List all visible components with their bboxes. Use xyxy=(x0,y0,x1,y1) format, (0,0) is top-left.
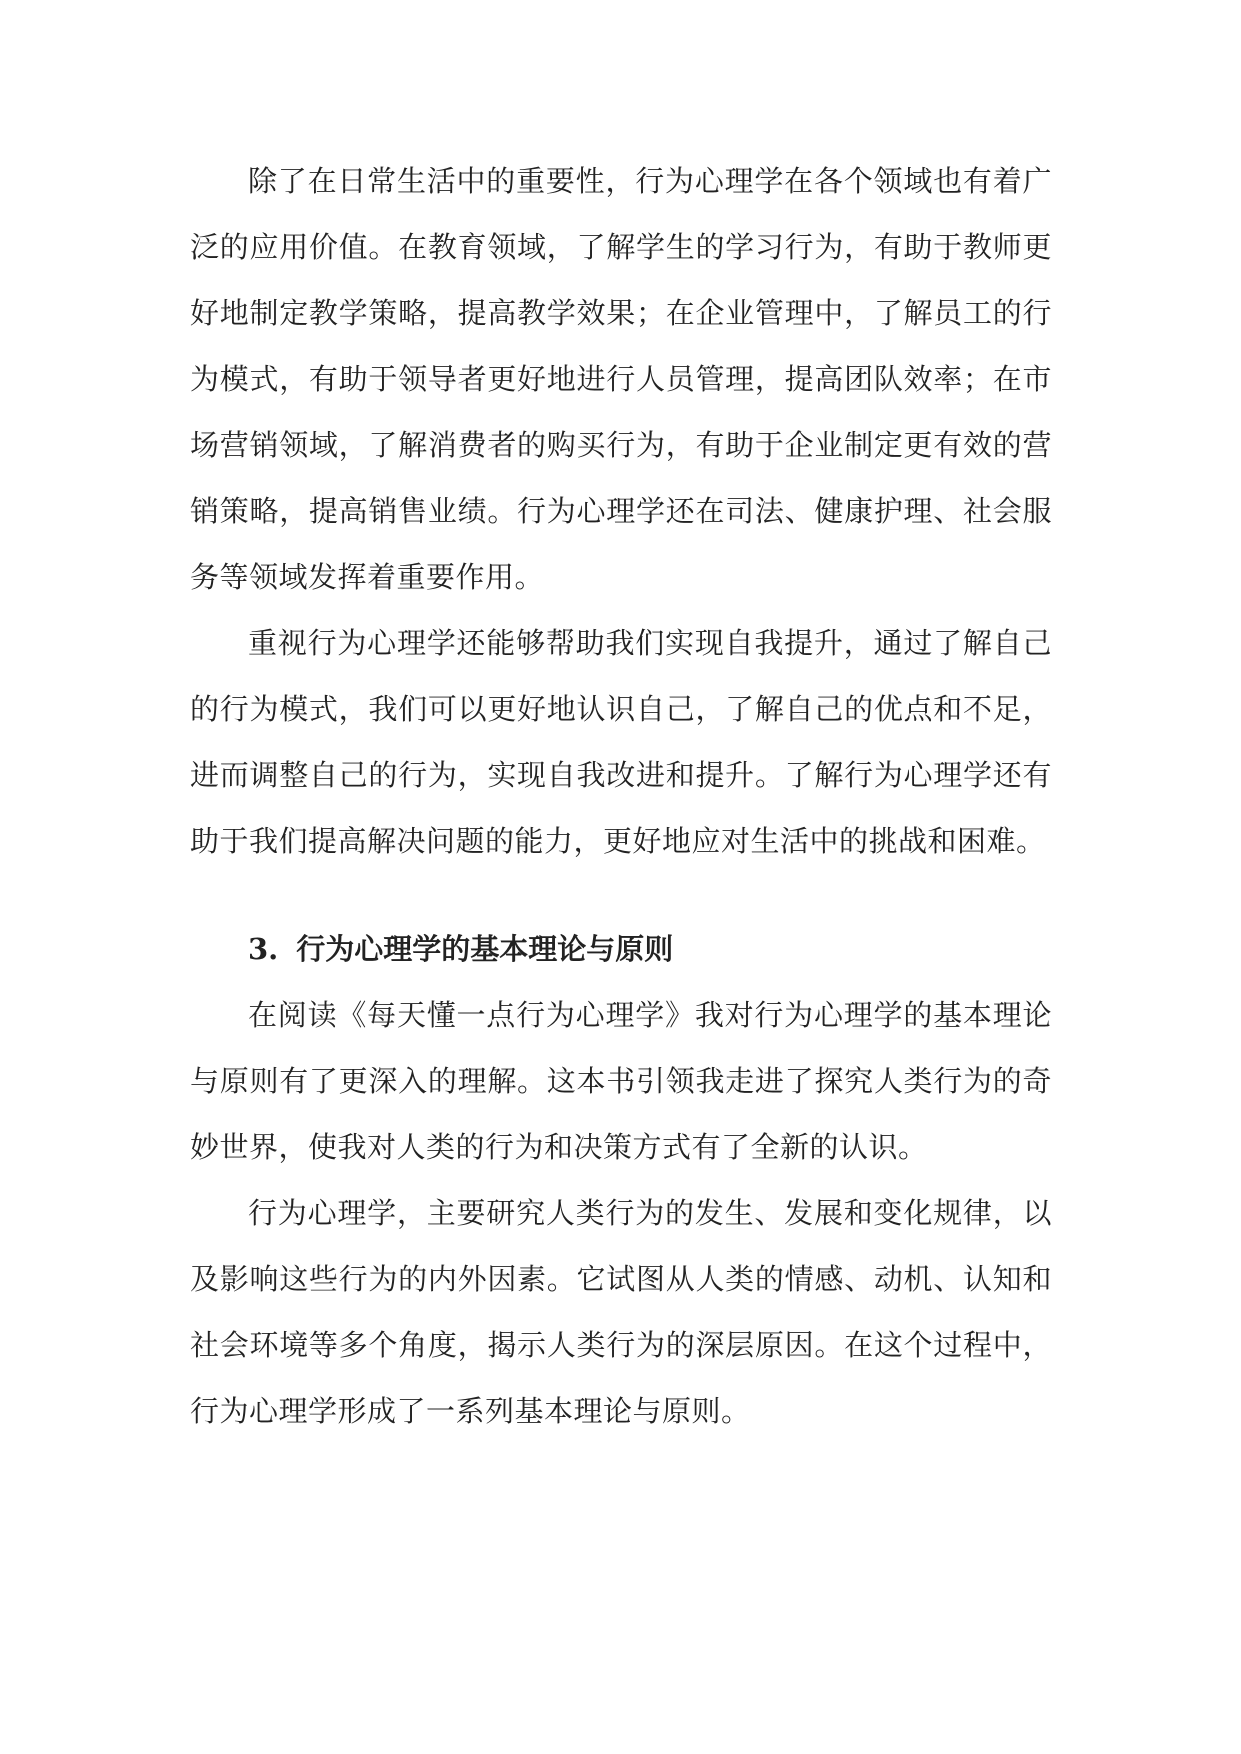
section-heading xyxy=(190,916,1052,982)
paragraph-applications: 除了在日常生活中的重要性，行为心理学在各个领域也有着广泛的应用价值。在教育领域，了解学生的学习行为，有助于教师更好地制定教学策略，提高教学效果；在企业管理中，了解员工的行为模式，有助于领导者更好地进行人员管理，提高团队效率；在市场营销领域，了解消费者的购买行为，有助于企业制定更有效的营销策略，提高销售业绩。行为心理学还在司法、健康护理、社会服务等领域发挥着重要作用。 xyxy=(190,164,1052,594)
paragraph-self-improvement: 重视行为心理学还能够帮助我们实现自我提升，通过了解自己的行为模式，我们可以更好地认识自己，了解自己的优点和不足，进而调整自己的行为，实现自我改进和提升。了解行为心理学还有助于我们提高解决问题的能力，更好地应对生活中的挑战和困难。 xyxy=(190,626,1052,858)
paragraph-definition: 行为心理学，主要研究人类行为的发生、发展和变化规律，以及影响这些行为的内外因素。它试图从人类的情感、动机、认知和社会环境等多个角度，揭示人类行为的深层原因。在这个过程中，行为心理学形成了一系列基本理论与原则。 xyxy=(190,1196,1052,1428)
document-page xyxy=(190,148,1052,1444)
section-title: 行为心理学的基本理论与原则 xyxy=(296,932,674,966)
section-number: 3. xyxy=(248,932,279,966)
paragraph-reading: 在阅读《每天懂一点行为心理学》我对行为心理学的基本理论与原则有了更深入的理解。这本书引领我走进了探究人类行为的奇妙世界，使我对人类的行为和决策方式有了全新的认识。 xyxy=(190,998,1052,1164)
